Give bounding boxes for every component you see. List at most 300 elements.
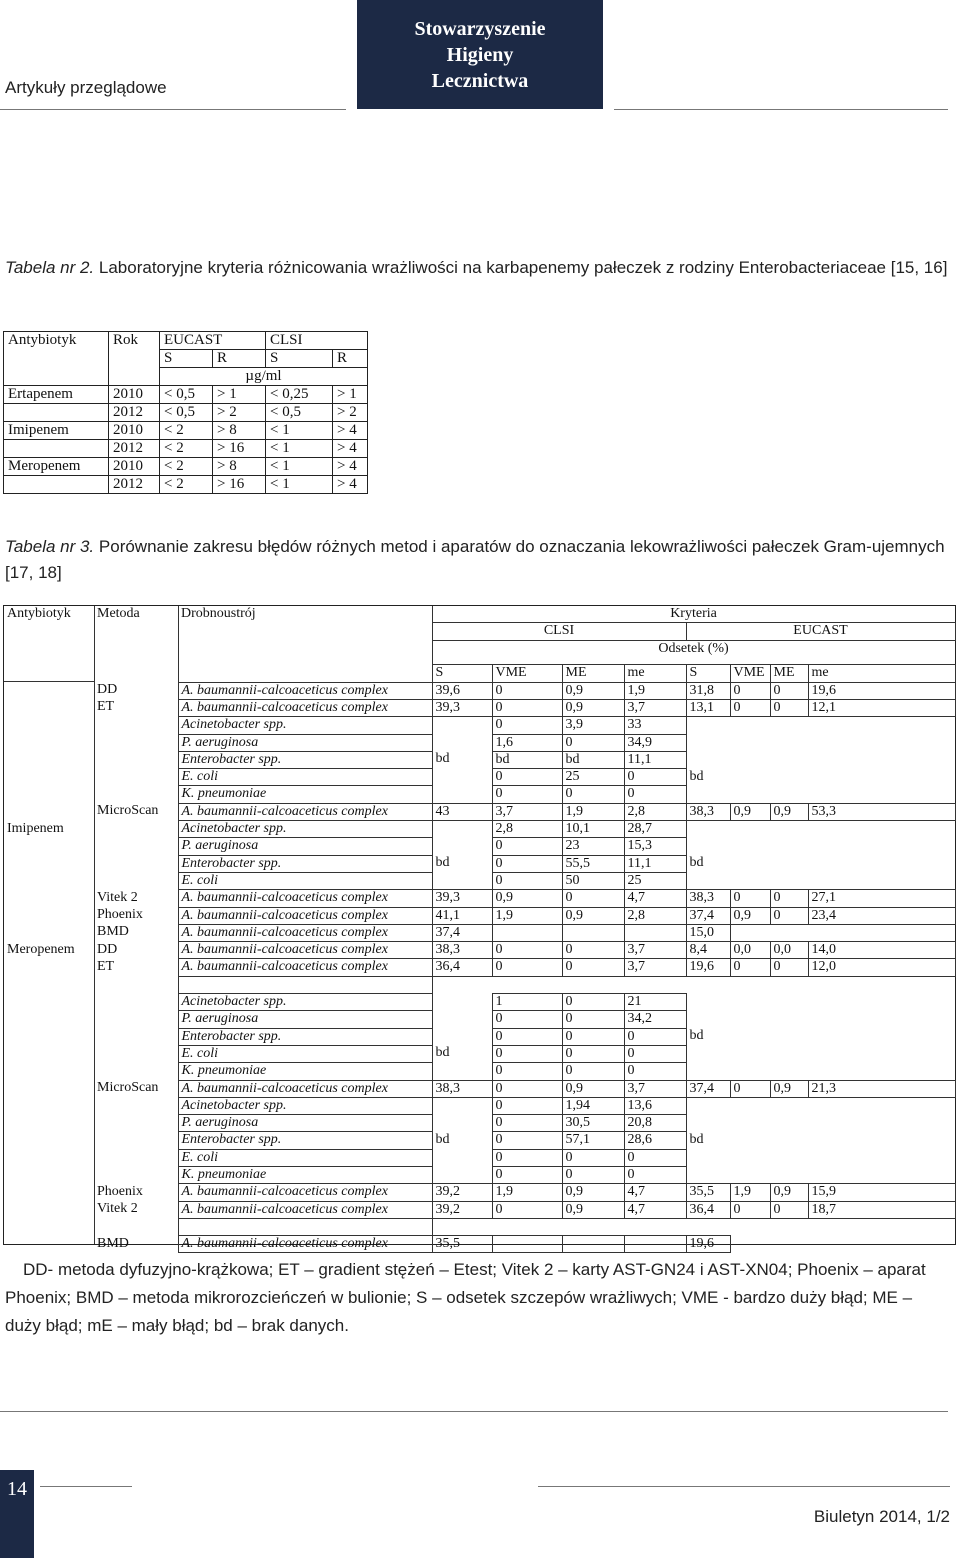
t3-method (94, 872, 178, 889)
t3-drug (4, 1115, 94, 1132)
t2-drug (4, 440, 109, 458)
t3-value-vme-eu (730, 1045, 770, 1062)
t3-organism (178, 976, 432, 993)
t3-value-vme: 0 (492, 1115, 562, 1132)
t3-value-me-eu (770, 924, 808, 941)
t3-drug (4, 838, 94, 855)
t3-value-vme-eu: 1,9 (730, 1184, 770, 1201)
t3-value-me-eu (808, 1011, 955, 1028)
t2-header-clsi-s: S (266, 350, 333, 368)
t3-value-me: 0,9 (562, 907, 624, 924)
t3-value-s (432, 838, 492, 855)
t3-value-vme-eu: 0,0 (730, 942, 770, 959)
t3-value-me-eu (808, 1132, 955, 1149)
t3-value-vme-eu (730, 1149, 770, 1166)
t3-method (94, 751, 178, 768)
t3-value-s-eu: 19,6 (686, 959, 730, 976)
t3-method (94, 1167, 178, 1184)
t3-rule-header-bottom (4, 681, 94, 682)
t3-method: BMD (97, 924, 129, 940)
t3-value-me-eu (808, 1097, 955, 1114)
t3-col-header: ME (770, 665, 808, 682)
t2-clsi-s: < 1 (266, 458, 333, 476)
t3-method (94, 1149, 178, 1166)
t3-value-s (432, 821, 492, 838)
t3-no-data: bd (689, 1028, 704, 1044)
t3-drug (4, 1028, 94, 1045)
t3-value-me (624, 924, 686, 941)
t3-value-vme: bd (492, 751, 562, 768)
t3-value-me: 0 (562, 1028, 624, 1045)
t3-value-me: 0,9 (562, 699, 624, 716)
t2-year: 2010 (109, 422, 160, 440)
t3-value-vme: 1,9 (492, 1184, 562, 1201)
t3-organism (178, 1218, 432, 1235)
t3-organism: Acinetobacter spp. (178, 1097, 432, 1114)
t3-value-vme-eu (730, 838, 770, 855)
t3-value-s: 37,4 (432, 924, 492, 941)
t3-value-vme: 0 (492, 1167, 562, 1184)
t2-header-antibiotic: Antybiotyk (4, 332, 109, 386)
t3-drug (4, 994, 94, 1011)
header-divider-left (0, 109, 346, 110)
t3-value-s-eu (686, 976, 730, 993)
t3-value-me-eu (808, 1045, 955, 1062)
t3-value-me: 0,9 (562, 682, 624, 699)
t3-value-s (432, 976, 492, 993)
t3-method (94, 1063, 178, 1080)
t3-value-vme-eu: 0,9 (730, 907, 770, 924)
table2-caption-lead: Tabela nr 2. (5, 258, 95, 277)
t3-organism: E. coli (178, 1149, 432, 1166)
t2-eucast-s: < 2 (160, 476, 213, 494)
t3-value-me-eu (770, 1028, 808, 1045)
t3-value-s (432, 769, 492, 786)
t3-method (94, 1132, 178, 1149)
t3-col-header: ME (562, 665, 624, 682)
t3-value-me-eu (808, 1167, 955, 1184)
t3-organism: E. coli (178, 769, 432, 786)
t3-row (4, 1115, 955, 1132)
t3-value-vme-eu (730, 1063, 770, 1080)
t3-organism: K. pneumoniae (178, 1063, 432, 1080)
t3-row (4, 1184, 955, 1201)
t3-drug (4, 907, 94, 924)
t3-value-me-eu (770, 994, 808, 1011)
t3-value-s-eu: 37,4 (686, 1080, 730, 1097)
t3-value-me: 0 (562, 1167, 624, 1184)
t3-value-me: 3,7 (624, 1080, 686, 1097)
t3-drug (4, 924, 94, 941)
t3-organism: A. baumannii-calcoaceticus complex (178, 959, 432, 976)
t3-method: Phoenix (97, 1183, 143, 1199)
t3-value-me: 1,94 (562, 1097, 624, 1114)
t3-row (4, 821, 955, 838)
t3-value-me: 4,7 (624, 890, 686, 907)
t3-value-me-eu: 12,0 (808, 959, 955, 976)
t3-organism: Acinetobacter spp. (178, 994, 432, 1011)
t3-value-s-eu: 35,5 (686, 1184, 730, 1201)
t3-value-me-eu (770, 1218, 808, 1235)
t3-row (4, 942, 955, 959)
t3-value-vme-eu (730, 1028, 770, 1045)
t3-organism: A. baumannii-calcoaceticus complex (178, 1201, 432, 1218)
t3-value-me: 0,9 (562, 1201, 624, 1218)
t2-clsi-s: < 0,25 (266, 386, 333, 404)
t3-value-s-eu: 31,8 (686, 682, 730, 699)
t3-method (94, 769, 178, 786)
t3-value-vme-eu (730, 1236, 770, 1253)
t3-value-me-eu (808, 1028, 955, 1045)
table3-grid (4, 606, 956, 1253)
t2-header-clsi: CLSI (266, 332, 368, 350)
t3-organism: E. coli (178, 872, 432, 889)
t3-value-s-eu (686, 1167, 730, 1184)
t3-value-vme (492, 1236, 562, 1253)
t3-organism: Enterobacter spp. (178, 855, 432, 872)
t3-value-me: 25 (562, 769, 624, 786)
t2-drug (4, 404, 109, 422)
t3-value-vme: 0 (492, 1201, 562, 1218)
t2-row (4, 458, 368, 476)
t3-value-s: 38,3 (432, 1080, 492, 1097)
t2-drug (4, 476, 109, 494)
t3-value-vme-eu (730, 924, 770, 941)
t3-value-me-eu (808, 838, 955, 855)
t3-value-me: 0 (624, 1167, 686, 1184)
t3-value-s: 39,2 (432, 1201, 492, 1218)
t3-rule-organism (178, 606, 179, 1244)
t3-value-me (562, 1218, 624, 1235)
t2-year: 2010 (109, 458, 160, 476)
t3-drug-label: Meropenem (7, 941, 75, 957)
t3-row (4, 682, 955, 699)
t3-value-s (432, 1218, 492, 1235)
t3-row (4, 717, 955, 734)
t3-value-vme-eu: 0 (730, 1080, 770, 1097)
t3-value-me: 33 (624, 717, 686, 734)
t3-value-me-eu (770, 872, 808, 889)
t3-method (94, 1011, 178, 1028)
t2-header-eucast-s: S (160, 350, 213, 368)
page-number: 14 (0, 1470, 34, 1558)
t3-drug (4, 1063, 94, 1080)
footer-rule-right (538, 1486, 950, 1487)
footer-divider (0, 1411, 948, 1412)
t3-value-me: 0 (562, 959, 624, 976)
t3-header-eucast: EUCAST (686, 623, 955, 640)
t3-value-vme: 0,9 (492, 890, 562, 907)
t3-value-me-eu (770, 838, 808, 855)
t3-value-s (432, 1097, 492, 1114)
t3-value-me: 28,7 (624, 821, 686, 838)
t3-drug (4, 855, 94, 872)
t3-value-me: 20,8 (624, 1115, 686, 1132)
t3-no-data: bd (435, 751, 450, 767)
t2-eucast-r: > 8 (213, 458, 266, 476)
t3-value-me: 0 (562, 1011, 624, 1028)
t3-col-header: VME (730, 665, 770, 682)
t2-clsi-r: > 4 (333, 440, 368, 458)
t3-method (94, 976, 178, 993)
table3 (3, 605, 956, 1252)
t3-value-me: 0 (624, 1045, 686, 1062)
t3-value-vme: 0 (492, 1011, 562, 1028)
t3-drug (4, 976, 94, 993)
t3-organism: P. aeruginosa (178, 1115, 432, 1132)
section-title: Artykuły przeglądowe (5, 78, 167, 97)
logo-line-1: Stowarzyszenie (414, 17, 546, 40)
t3-value-me-eu (808, 769, 955, 786)
t3-value-me: 0 (562, 734, 624, 751)
t3-method (94, 1115, 178, 1132)
t3-value-me-eu (808, 821, 955, 838)
t2-clsi-r: > 1 (333, 386, 368, 404)
t3-value-me-eu: 14,0 (808, 942, 955, 959)
t3-value-me (624, 1236, 686, 1253)
table2 (3, 331, 368, 494)
t3-value-vme-eu: 0 (730, 682, 770, 699)
t3-row (4, 1201, 955, 1218)
t3-value-vme: 0 (492, 717, 562, 734)
t3-value-s (432, 1011, 492, 1028)
t3-drug (4, 1218, 94, 1235)
t3-row (4, 924, 955, 941)
t3-value-me-eu: 0,0 (770, 942, 808, 959)
t3-value-s-eu: 38,3 (686, 803, 730, 820)
t2-row (4, 386, 368, 404)
t3-row (4, 803, 955, 820)
t3-value-me: 57,1 (562, 1132, 624, 1149)
t3-value-s-eu: 15,0 (686, 924, 730, 941)
t3-value-vme: 0 (492, 1028, 562, 1045)
t2-clsi-s: < 0,5 (266, 404, 333, 422)
t3-value-vme-eu (730, 1132, 770, 1149)
t3-value-me-eu (770, 1115, 808, 1132)
table3-caption-lead: Tabela nr 3. (5, 537, 95, 556)
t3-value-me: 0 (562, 786, 624, 803)
t3-value-vme: 0 (492, 1132, 562, 1149)
t3-row (4, 786, 955, 803)
t3-value-me: 34,9 (624, 734, 686, 751)
t3-header-clsi: CLSI (432, 623, 686, 640)
t3-value-me: 15,3 (624, 838, 686, 855)
society-logo (357, 0, 603, 109)
t2-clsi-r: > 4 (333, 458, 368, 476)
t3-value-s-eu (686, 821, 730, 838)
t3-value-me (624, 976, 686, 993)
t3-value-me-eu (770, 751, 808, 768)
t3-method: Phoenix (97, 907, 143, 923)
t3-value-s-eu: 13,1 (686, 699, 730, 716)
t2-header-eucast-r: R (213, 350, 266, 368)
t3-col-header: me (624, 665, 686, 682)
t3-value-s-eu (686, 1045, 730, 1062)
t3-drug (4, 1149, 94, 1166)
t3-value-me: 23 (562, 838, 624, 855)
t3-value-s-eu: 37,4 (686, 907, 730, 924)
t3-drug (4, 803, 94, 820)
t3-value-me-eu (770, 1011, 808, 1028)
t3-row (4, 838, 955, 855)
t3-value-me: 1,9 (562, 803, 624, 820)
t3-value-me-eu (770, 734, 808, 751)
t3-value-vme-eu: 0,9 (730, 803, 770, 820)
t3-value-me-eu: 0 (770, 699, 808, 716)
t3-value-s-eu (686, 734, 730, 751)
t3-col-header: S (686, 665, 730, 682)
t3-method (94, 786, 178, 803)
t3-organism: A. baumannii-calcoaceticus complex (178, 1080, 432, 1097)
t3-value-me-eu (808, 786, 955, 803)
t3-value-vme: 0 (492, 855, 562, 872)
t3-drug (4, 1011, 94, 1028)
t3-value-s-eu (686, 717, 730, 734)
t3-value-me-eu (808, 1218, 955, 1235)
t3-value-me: 55,5 (562, 855, 624, 872)
t3-value-me-eu (808, 1236, 955, 1253)
t3-value-s: 39,3 (432, 890, 492, 907)
t3-value-vme: 0 (492, 1045, 562, 1062)
t3-no-data: bd (689, 768, 704, 784)
t3-organism: Acinetobacter spp. (178, 821, 432, 838)
t3-method: MicroScan (97, 1080, 159, 1096)
t3-drug (4, 751, 94, 768)
t3-no-data: bd (689, 855, 704, 871)
t3-row (4, 1011, 955, 1028)
t3-col-header: me (808, 665, 955, 682)
t3-method (94, 1045, 178, 1062)
t3-value-s (432, 734, 492, 751)
t3-value-vme-eu: 0 (730, 959, 770, 976)
t3-value-s: 39,2 (432, 1184, 492, 1201)
t3-value-s-eu (686, 1149, 730, 1166)
t3-organism: Enterobacter spp. (178, 1028, 432, 1045)
t3-value-vme-eu: 0 (730, 1201, 770, 1218)
t3-value-vme: 0 (492, 872, 562, 889)
t3-value-vme-eu (730, 994, 770, 1011)
t3-organism: A. baumannii-calcoaceticus complex (178, 907, 432, 924)
t3-value-s: 36,4 (432, 959, 492, 976)
t3-value-vme: 1,6 (492, 734, 562, 751)
t3-value-vme: 1,9 (492, 907, 562, 924)
t3-row (4, 976, 955, 993)
t2-row (4, 422, 368, 440)
t3-row (4, 1097, 955, 1114)
t3-value-me-eu (770, 1149, 808, 1166)
t2-eucast-s: < 0,5 (160, 404, 213, 422)
t3-value-me: 28,6 (624, 1132, 686, 1149)
t3-value-s (432, 1167, 492, 1184)
t3-drug-label: Imipenem (7, 820, 64, 836)
t3-value-me-eu: 12,1 (808, 699, 955, 716)
t3-row (4, 1063, 955, 1080)
t3-value-me: 3,7 (624, 959, 686, 976)
t3-method (94, 1097, 178, 1114)
t3-value-vme-eu (730, 786, 770, 803)
t3-value-vme-eu (730, 734, 770, 751)
t3-method: Vitek 2 (97, 889, 138, 905)
t3-header-percent: Odsetek (%) (658, 640, 729, 656)
t3-value-vme-eu (730, 1011, 770, 1028)
header-divider-right (614, 109, 948, 110)
t3-value-vme-eu (730, 751, 770, 768)
t3-value-me: 34,2 (624, 1011, 686, 1028)
t3-value-me-eu: 0 (770, 907, 808, 924)
t3-row (4, 855, 955, 872)
t3-method (94, 1028, 178, 1045)
t3-organism: A. baumannii-calcoaceticus complex (178, 924, 432, 941)
t3-value-s-eu (686, 838, 730, 855)
t3-value-s (432, 1115, 492, 1132)
t3-col-header: VME (492, 665, 562, 682)
t3-value-vme-eu (730, 1097, 770, 1114)
t3-value-me-eu: 27,1 (808, 890, 955, 907)
t3-row (4, 751, 955, 768)
t3-value-me: 11,1 (624, 855, 686, 872)
t3-method (94, 734, 178, 751)
t3-value-vme-eu (730, 872, 770, 889)
footer-rule-left (40, 1486, 132, 1487)
t3-value-vme (492, 924, 562, 941)
t3-row (4, 1167, 955, 1184)
t3-value-me (562, 1236, 624, 1253)
t3-value-me: 25 (624, 872, 686, 889)
t3-drug (4, 1080, 94, 1097)
t3-organism: E. coli (178, 1045, 432, 1062)
t3-value-me-eu: 0,9 (770, 1080, 808, 1097)
t2-eucast-s: < 2 (160, 440, 213, 458)
t3-value-vme: 0 (492, 1149, 562, 1166)
t3-value-me: 0 (562, 1063, 624, 1080)
t3-method: ET (97, 958, 115, 974)
t2-year: 2012 (109, 404, 160, 422)
t3-value-me-eu (808, 1149, 955, 1166)
t2-eucast-r: > 16 (213, 440, 266, 458)
t3-value-s-eu (686, 1115, 730, 1132)
t3-value-me-eu: 15,9 (808, 1184, 955, 1201)
t3-row (4, 907, 955, 924)
t3-value-me: 11,1 (624, 751, 686, 768)
t3-value-me-eu (808, 855, 955, 872)
t3-value-vme-eu (730, 1218, 770, 1235)
table3-caption-text: Porównanie zakresu błędów różnych metod i aparatów do oznaczania lekowrażliwości pałeczek Gram-ujemnych [17, 18] (5, 537, 945, 582)
t3-value-s (432, 994, 492, 1011)
t3-value-vme: 0 (492, 838, 562, 855)
t2-drug: Ertapenem (4, 386, 109, 404)
t3-value-vme: 0 (492, 699, 562, 716)
t3-value-me-eu: 0 (770, 682, 808, 699)
t3-value-me: 21 (624, 994, 686, 1011)
t3-value-me-eu (808, 717, 955, 734)
t3-value-me-eu (770, 1045, 808, 1062)
t3-value-s-eu (686, 751, 730, 768)
t3-value-s-eu: 19,6 (686, 1236, 730, 1253)
t3-value-me-eu (770, 1063, 808, 1080)
t3-value-me: 13,6 (624, 1097, 686, 1114)
t3-value-me-eu (770, 786, 808, 803)
t3-header-antibiotic: Antybiotyk (7, 606, 71, 621)
t3-value-me: 3,9 (562, 717, 624, 734)
t3-no-data: bd (689, 1131, 704, 1147)
t3-row (4, 1045, 955, 1062)
t3-organism: A. baumannii-calcoaceticus complex (178, 699, 432, 716)
t3-row (4, 872, 955, 889)
t3-value-me-eu (770, 1132, 808, 1149)
t2-eucast-s: < 2 (160, 458, 213, 476)
t3-value-vme-eu (730, 821, 770, 838)
t3-drug (4, 1045, 94, 1062)
